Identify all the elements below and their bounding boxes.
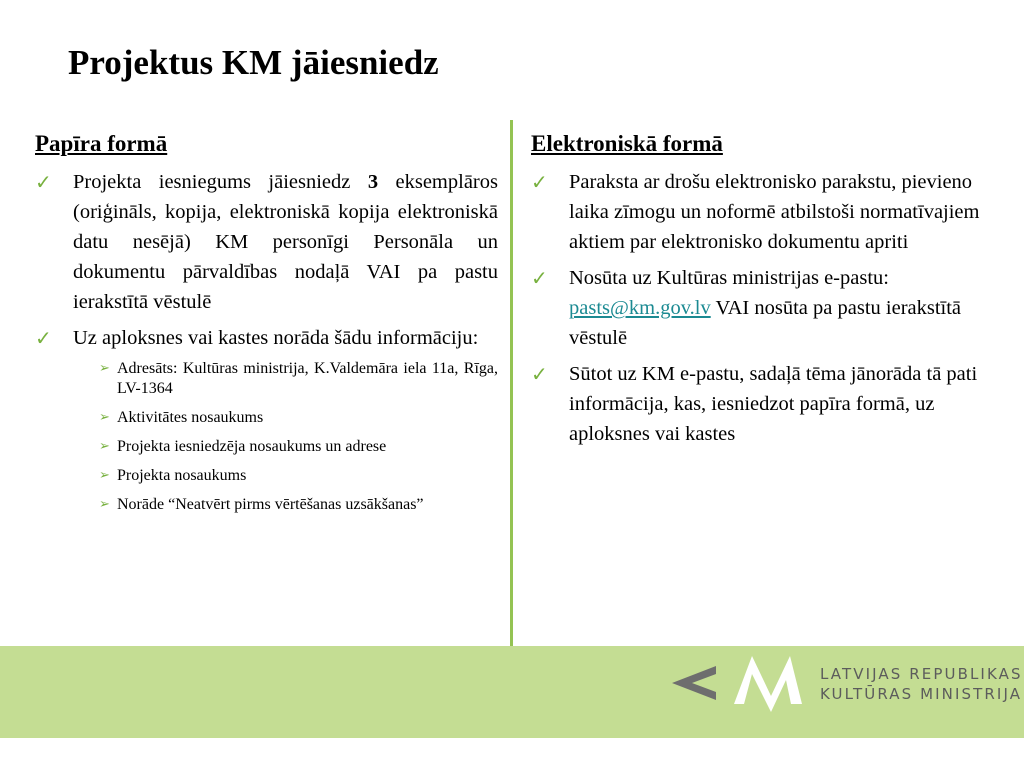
- slide-title: Projektus KM jāiesniedz: [68, 43, 439, 82]
- check-icon: ✓: [531, 170, 548, 195]
- column-divider: [510, 120, 513, 647]
- sub-list-item-text: Projekta iesniedzēja nosaukums un adrese: [117, 438, 387, 456]
- list-item-text: Paraksta ar drošu elektronisko parakstu, pievieno laika zīmogu un noformē atbilstoši normatīvajiem aktiem par elektronisko dokumentu apriti: [569, 171, 980, 254]
- km-logo-icon: [668, 650, 808, 718]
- email-link[interactable]: pasts@km.gov.lv: [569, 297, 711, 320]
- list-item-text: [569, 267, 961, 349]
- arrow-icon: ➢: [99, 439, 110, 455]
- paper-form-heading: Papīra formā: [35, 131, 168, 156]
- sub-list-item-text: Projekta nosaukums: [117, 467, 247, 485]
- check-icon: ✓: [531, 266, 548, 291]
- list-item: [531, 167, 1011, 257]
- list-item: [531, 359, 1011, 449]
- sub-list-item: [73, 359, 498, 399]
- sub-list-item-text: Adresāts: Kultūras ministrija, K.Valdemāra iela 11a, Rīga, LV-1364: [117, 360, 498, 398]
- arrow-icon: ➢: [99, 410, 110, 426]
- sub-list-item: [73, 437, 498, 457]
- sub-list-item: [73, 495, 498, 515]
- electronic-form-column: [531, 128, 1011, 455]
- arrow-icon: ➢: [99, 361, 110, 377]
- check-icon: ✓: [35, 170, 52, 195]
- list-item-text-end: VAI nosūta pa pastu ierakstītā vēstulē: [569, 297, 962, 350]
- list-item: [531, 263, 1011, 353]
- electronic-form-heading: Elektroniskā formā: [531, 131, 723, 156]
- copies-count: 3: [367, 171, 379, 194]
- list-item-text-end: eksemplāros (oriģināls, kopija, elektroniskā kopija elektroniskā datu nesējā) KM personīgi Personāla un dokumentu pārvaldības nodaļā VAI pa pastu ierakstītā vēstulē: [73, 171, 498, 314]
- sub-list-item-text: Aktivitātes nosaukums: [117, 409, 264, 427]
- paper-form-list: [35, 167, 498, 515]
- list-item-text-start: Nosūta uz Kultūras ministrijas e-pastu:: [569, 267, 889, 290]
- sub-list-item: [73, 408, 498, 428]
- list-item-text: [73, 167, 498, 317]
- list-item-text: Sūtot uz KM e-pastu, sadaļā tēma jānorāda tā pati informācija, kas, iesniedzot papīra formā, uz aploksnes vai kastes: [569, 363, 978, 446]
- electronic-form-list: [531, 167, 1011, 449]
- check-icon: ✓: [35, 326, 52, 351]
- arrow-icon: ➢: [99, 468, 110, 484]
- arrow-icon: ➢: [99, 497, 110, 513]
- ministry-logo-text: [820, 664, 1023, 704]
- sub-list-item: [73, 466, 498, 486]
- envelope-info-list: [73, 359, 498, 515]
- list-item-text: Uz aploksnes vai kastes norāda šādu informāciju:: [73, 327, 479, 350]
- list-item: [35, 167, 498, 317]
- list-item-text-start: Projekta iesniegums jāiesniedz: [73, 171, 368, 194]
- check-icon: ✓: [531, 362, 548, 387]
- sub-list-item-text: Norāde “Neatvērt pirms vērtēšanas uzsākšanas”: [117, 496, 424, 514]
- paper-form-column: [35, 128, 498, 524]
- logo-line-2: KULTŪRAS MINISTRIJA: [820, 685, 1023, 703]
- logo-line-1: LATVIJAS REPUBLIKAS: [820, 665, 1023, 683]
- list-item: [35, 323, 498, 515]
